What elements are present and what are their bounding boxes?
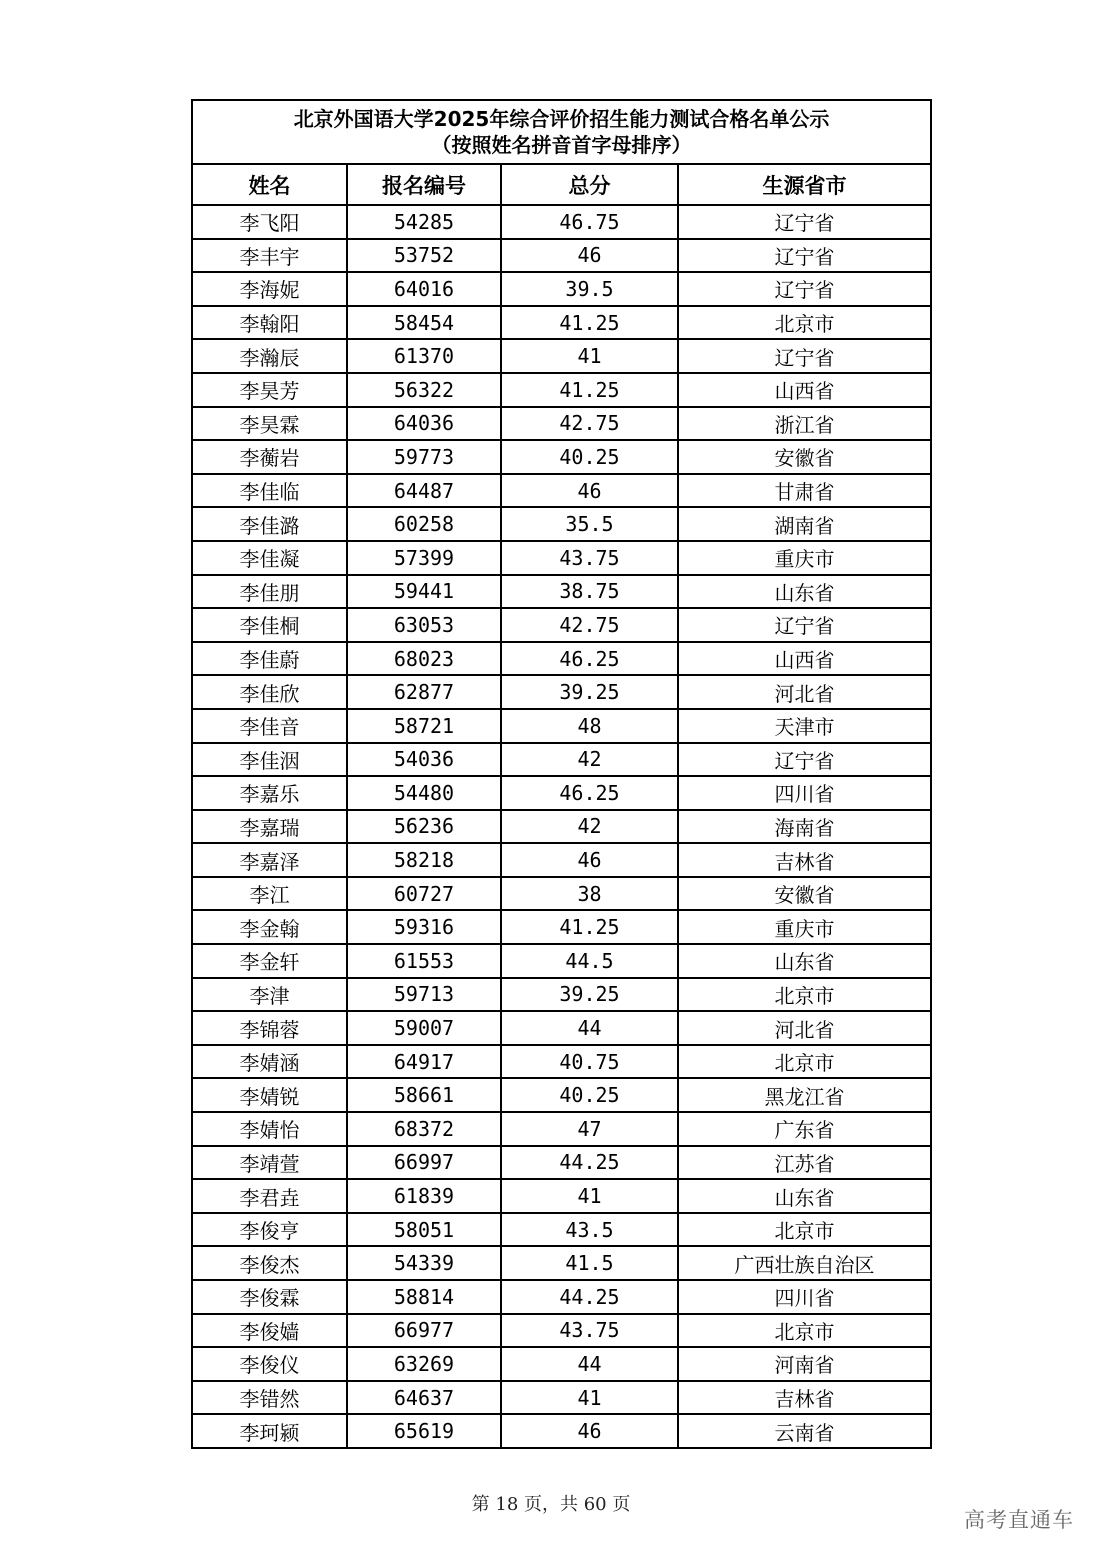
cell-id: 58454 [347,306,501,340]
cell-id: 59713 [347,978,501,1012]
cell-score: 41.25 [501,910,678,944]
cell-score: 44.25 [501,1146,678,1180]
table-row [192,675,931,709]
cell-id: 61370 [347,339,501,373]
cell-score: 41 [501,1179,678,1213]
cell-province: 四川省 [678,776,931,810]
cell-province: 北京市 [678,1045,931,1079]
column-header-province: 生源省市 [678,164,931,205]
cell-name: 李嘉瑞 [192,810,347,844]
cell-province: 海南省 [678,810,931,844]
table-row [192,776,931,810]
table-row [192,1045,931,1079]
cell-province: 北京市 [678,306,931,340]
cell-id: 64487 [347,474,501,508]
cell-id: 54285 [347,205,501,239]
table-row [192,944,931,978]
cell-id: 68023 [347,642,501,676]
cell-province: 辽宁省 [678,272,931,306]
cell-name: 李珂颍 [192,1414,347,1448]
table-row [192,1381,931,1415]
cell-province: 辽宁省 [678,205,931,239]
cell-score: 46 [501,474,678,508]
cell-province: 河北省 [678,675,931,709]
cell-id: 66997 [347,1146,501,1180]
cell-score: 46 [501,843,678,877]
admission-list-table [191,99,932,1449]
table-row [192,272,931,306]
cell-id: 59773 [347,440,501,474]
cell-name: 李嘉泽 [192,843,347,877]
table-row [192,474,931,508]
cell-name: 李金轩 [192,944,347,978]
table-row [192,642,931,676]
cell-province: 河南省 [678,1347,931,1381]
cell-score: 40.25 [501,1078,678,1112]
cell-id: 64036 [347,407,501,441]
cell-province: 广西壮族自治区 [678,1246,931,1280]
cell-name: 李江 [192,877,347,911]
cell-id: 58814 [347,1280,501,1314]
title-row [192,100,931,164]
cell-id: 68372 [347,1112,501,1146]
table-row [192,373,931,407]
cell-name: 李昊霖 [192,407,347,441]
table-row [192,1011,931,1045]
cell-score: 41.25 [501,373,678,407]
table-row [192,541,931,575]
cell-name: 李俊霖 [192,1280,347,1314]
cell-score: 42.75 [501,608,678,642]
header-row [192,164,931,205]
cell-id: 56236 [347,810,501,844]
cell-province: 辽宁省 [678,239,931,273]
cell-score: 38.75 [501,575,678,609]
cell-score: 44.25 [501,1280,678,1314]
cell-name: 李俊杰 [192,1246,347,1280]
cell-province: 辽宁省 [678,608,931,642]
cell-province: 广东省 [678,1112,931,1146]
cell-province: 山东省 [678,575,931,609]
cell-province: 河北省 [678,1011,931,1045]
cell-name: 李嘉乐 [192,776,347,810]
cell-name: 李俊仪 [192,1347,347,1381]
cell-id: 62877 [347,675,501,709]
cell-id: 58218 [347,843,501,877]
table-row [192,1414,931,1448]
table-row [192,339,931,373]
table-row [192,1347,931,1381]
cell-score: 43.75 [501,1314,678,1348]
cell-name: 李丰宇 [192,239,347,273]
cell-score: 38 [501,877,678,911]
cell-province: 安徽省 [678,877,931,911]
cell-name: 李翰阳 [192,306,347,340]
cell-id: 66977 [347,1314,501,1348]
cell-name: 李海妮 [192,272,347,306]
cell-id: 59441 [347,575,501,609]
table-row [192,1112,931,1146]
cell-score: 44 [501,1347,678,1381]
cell-province: 吉林省 [678,843,931,877]
cell-id: 59007 [347,1011,501,1045]
cell-province: 天津市 [678,709,931,743]
table-title [192,100,931,164]
cell-score: 40.25 [501,440,678,474]
cell-id: 64917 [347,1045,501,1079]
table-row [192,877,931,911]
cell-id: 58661 [347,1078,501,1112]
cell-name: 李佳蔚 [192,642,347,676]
cell-name: 李君垚 [192,1179,347,1213]
cell-name: 李佳凝 [192,541,347,575]
cell-province: 山东省 [678,944,931,978]
cell-id: 63053 [347,608,501,642]
cell-id: 61553 [347,944,501,978]
cell-name: 李靖萱 [192,1146,347,1180]
cell-province: 重庆市 [678,541,931,575]
cell-name: 李婧涵 [192,1045,347,1079]
cell-id: 58721 [347,709,501,743]
cell-score: 44 [501,1011,678,1045]
table-row [192,1280,931,1314]
cell-score: 41 [501,1381,678,1415]
cell-id: 64637 [347,1381,501,1415]
table-row [192,843,931,877]
table-row [192,810,931,844]
cell-province: 辽宁省 [678,339,931,373]
cell-score: 46 [501,239,678,273]
table-row [192,1179,931,1213]
watermark-logo-text: 高考直通车 [964,1508,1074,1532]
table-row [192,743,931,777]
cell-score: 44.5 [501,944,678,978]
cell-province: 湖南省 [678,507,931,541]
cell-score: 47 [501,1112,678,1146]
cell-name: 李佳音 [192,709,347,743]
cell-id: 57399 [347,541,501,575]
cell-id: 53752 [347,239,501,273]
cell-score: 46.75 [501,205,678,239]
cell-name: 李昊芳 [192,373,347,407]
cell-province: 山东省 [678,1179,931,1213]
cell-province: 安徽省 [678,440,931,474]
table-row [192,1146,931,1180]
cell-name: 李婧锐 [192,1078,347,1112]
title-line-1: 北京外国语大学2025年综合评价招生能力测试合格名单公示 [293,107,830,131]
table-row [192,1213,931,1247]
cell-id: 64016 [347,272,501,306]
cell-name: 李佳潞 [192,507,347,541]
cell-score: 35.5 [501,507,678,541]
cell-score: 41.25 [501,306,678,340]
cell-province: 浙江省 [678,407,931,441]
cell-score: 39.5 [501,272,678,306]
cell-id: 60727 [347,877,501,911]
table-row [192,407,931,441]
table-row [192,575,931,609]
table-row [192,1246,931,1280]
cell-score: 48 [501,709,678,743]
page-footer: 第 18 页，共 60 页 [471,1494,631,1515]
cell-province: 山西省 [678,642,931,676]
cell-score: 46.25 [501,776,678,810]
cell-province: 重庆市 [678,910,931,944]
table-row [192,507,931,541]
table-row [192,239,931,273]
cell-id: 63269 [347,1347,501,1381]
title-line-2: （按照姓名拼音首字母排序） [431,133,692,157]
table-row [192,608,931,642]
cell-province: 云南省 [678,1414,931,1448]
table-row [192,205,931,239]
cell-name: 李俊亨 [192,1213,347,1247]
cell-province: 吉林省 [678,1381,931,1415]
cell-id: 56322 [347,373,501,407]
cell-score: 46.25 [501,642,678,676]
cell-province: 黑龙江省 [678,1078,931,1112]
cell-name: 李佳临 [192,474,347,508]
cell-name: 李佳洇 [192,743,347,777]
cell-province: 辽宁省 [678,743,931,777]
cell-province: 北京市 [678,1213,931,1247]
cell-name: 李佳欣 [192,675,347,709]
cell-province: 四川省 [678,1280,931,1314]
cell-score: 39.25 [501,978,678,1012]
column-header-id: 报名编号 [347,164,501,205]
cell-id: 65619 [347,1414,501,1448]
cell-name: 李飞阳 [192,205,347,239]
cell-score: 43.75 [501,541,678,575]
cell-name: 李错然 [192,1381,347,1415]
cell-province: 甘肃省 [678,474,931,508]
cell-name: 李津 [192,978,347,1012]
cell-id: 54339 [347,1246,501,1280]
cell-score: 40.75 [501,1045,678,1079]
table-row [192,1078,931,1112]
column-header-name: 姓名 [192,164,347,205]
cell-name: 李婧怡 [192,1112,347,1146]
table-row [192,306,931,340]
column-header-score: 总分 [501,164,678,205]
cell-id: 54036 [347,743,501,777]
cell-name: 李瀚辰 [192,339,347,373]
cell-score: 42.75 [501,407,678,441]
cell-id: 54480 [347,776,501,810]
cell-id: 60258 [347,507,501,541]
cell-name: 李金翰 [192,910,347,944]
cell-score: 41 [501,339,678,373]
table-row [192,440,931,474]
cell-name: 李佳桐 [192,608,347,642]
cell-id: 61839 [347,1179,501,1213]
cell-province: 北京市 [678,1314,931,1348]
cell-name: 李佳朋 [192,575,347,609]
cell-score: 42 [501,810,678,844]
cell-province: 山西省 [678,373,931,407]
table-row [192,978,931,1012]
cell-name: 李锦蓉 [192,1011,347,1045]
cell-score: 39.25 [501,675,678,709]
cell-province: 北京市 [678,978,931,1012]
table-body [192,205,931,1448]
cell-province: 江苏省 [678,1146,931,1180]
table-row [192,709,931,743]
cell-id: 58051 [347,1213,501,1247]
cell-score: 46 [501,1414,678,1448]
cell-id: 59316 [347,910,501,944]
table-row [192,910,931,944]
cell-score: 43.5 [501,1213,678,1247]
table-row [192,1314,931,1348]
cell-score: 42 [501,743,678,777]
cell-name: 李蘅岩 [192,440,347,474]
cell-score: 41.5 [501,1246,678,1280]
cell-name: 李俊嫱 [192,1314,347,1348]
